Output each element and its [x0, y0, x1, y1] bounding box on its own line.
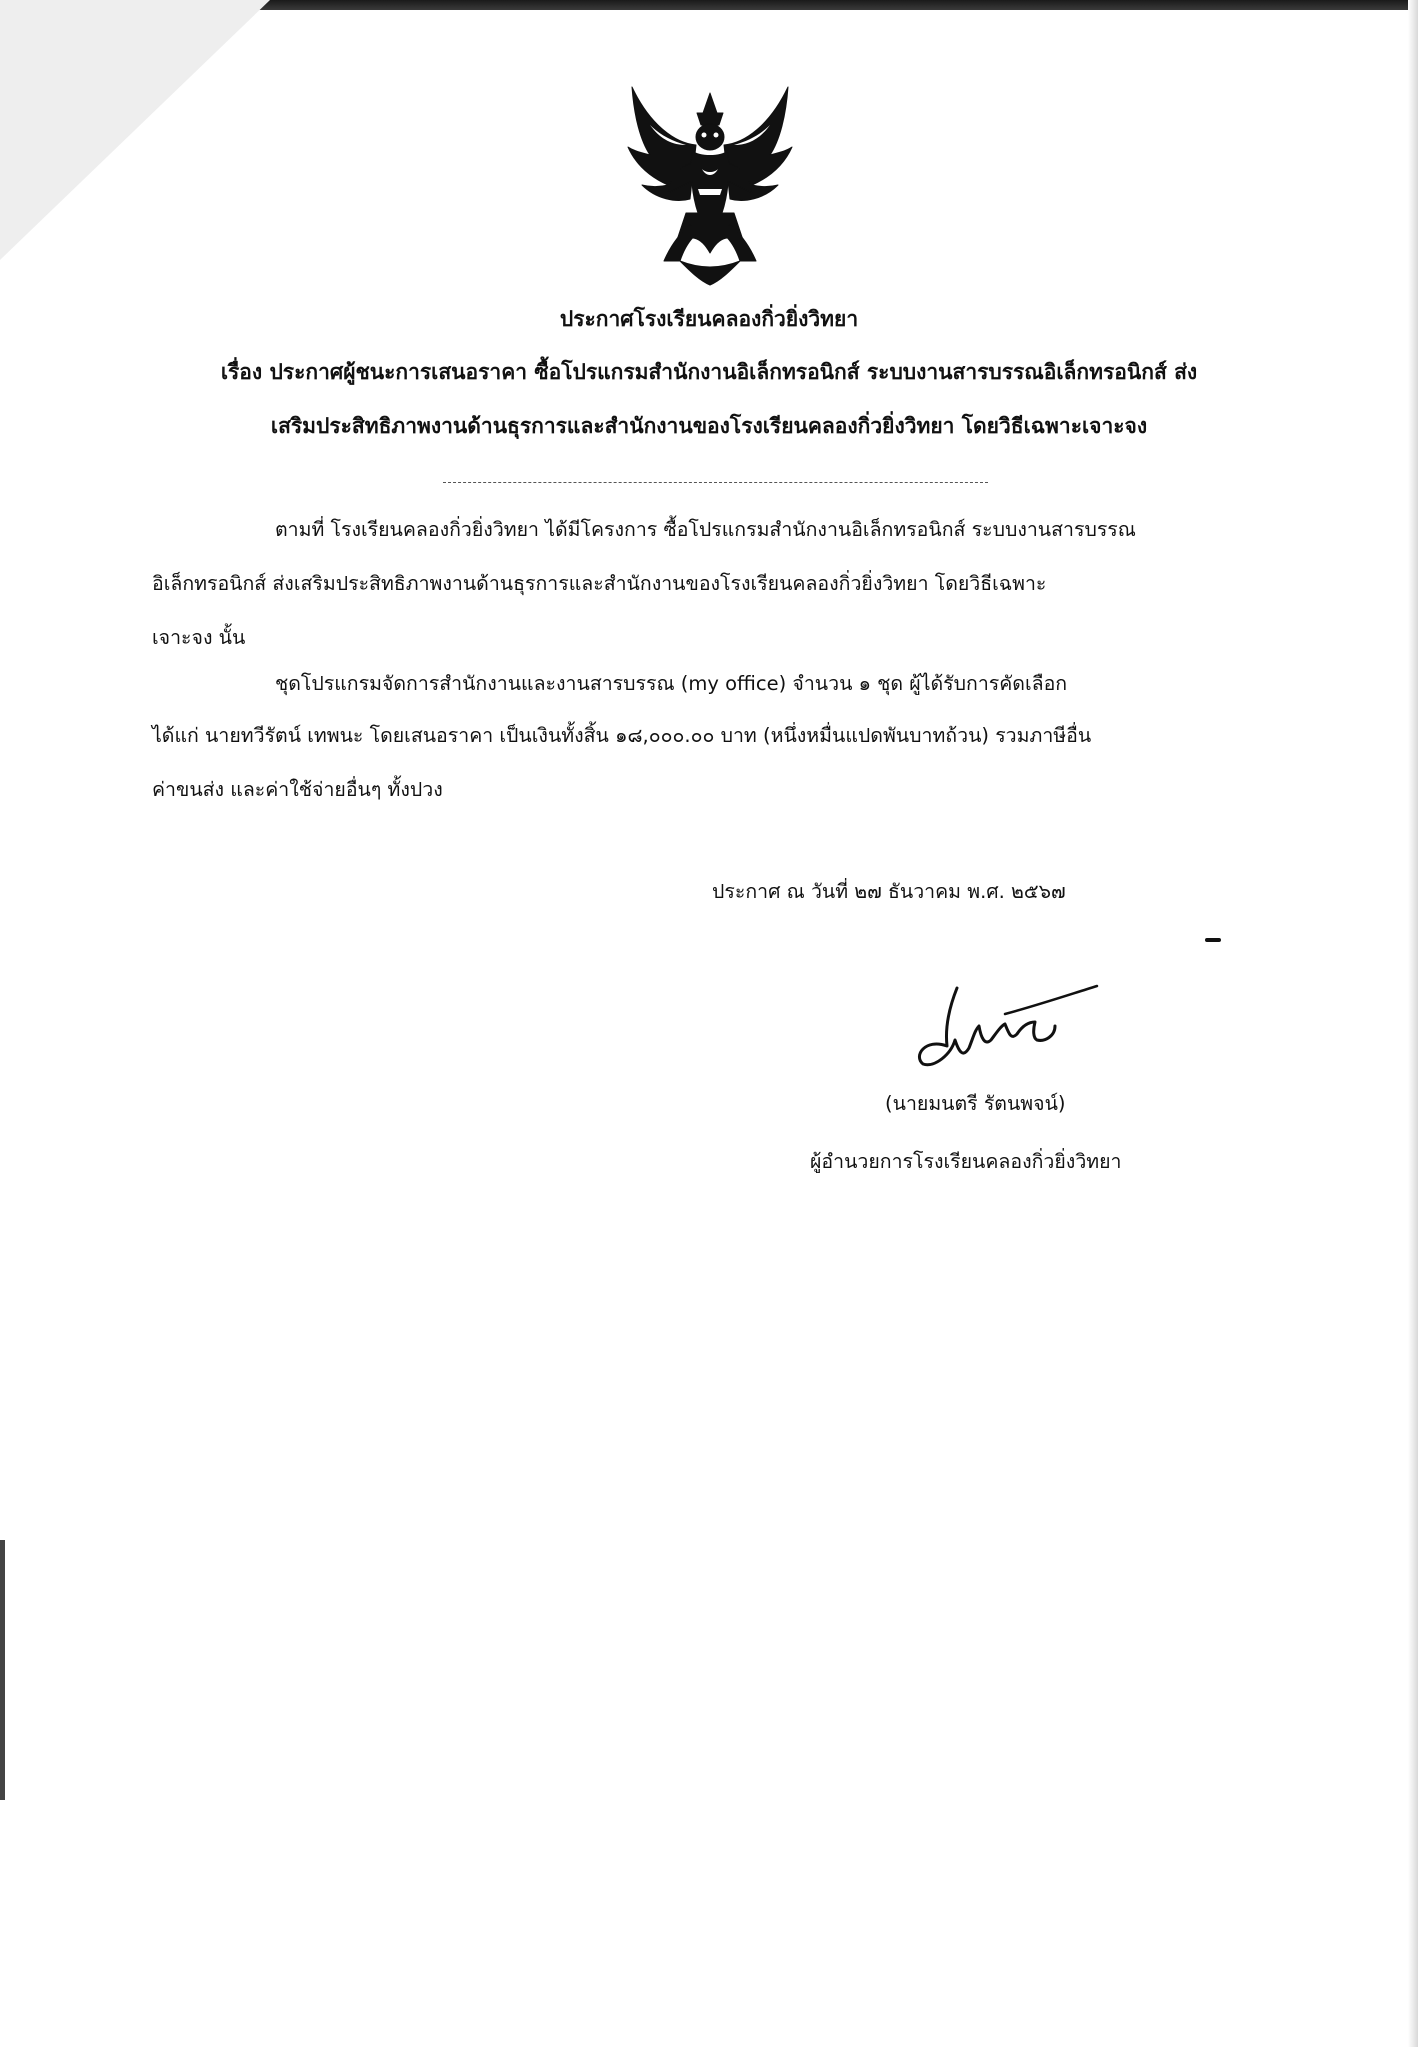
document-subject-line-2: เสริมประสิทธิภาพงานด้านธุรการและสำนักงานของโรงเรียนคลองกิ่วยิ่งวิทยา โดยวิธีเฉพาะเจาะจง [270, 414, 1148, 438]
header-divider [443, 482, 988, 483]
document-subject-line-1: เรื่อง ประกาศผู้ชนะการเสนอราคา ซื้อโปรแกรมสำนักงานอิเล็กทรอนิกส์ ระบบงานสารบรรณอิเล็กทรอนิกส์ ส่ง [220, 360, 1198, 384]
scan-edge-mark [0, 1540, 5, 1800]
signer-position: ผู้อำนวยการโรงเรียนคลองกิ่วยิ่งวิทยา [810, 1150, 1122, 1173]
stray-mark [1205, 938, 1221, 942]
body-para2-line1: ชุดโปรแกรมจัดการสำนักงานและงานสารบรรณ (my office) จำนวน ๑ ชุด ผู้ได้รับการคัดเลือก [275, 672, 1068, 695]
document-title: ประกาศโรงเรียนคลองกิ่วยิ่งวิทยา [559, 307, 859, 331]
body-para1-line3: เจาะจง นั้น [152, 626, 246, 649]
signer-name: (นายมนตรี รัตนพจน์) [885, 1092, 1066, 1115]
scan-folded-corner [0, 0, 270, 260]
signature-mark [905, 968, 1105, 1068]
announcement-date: ประกาศ ณ วันที่ ๒๗ ธันวาคม พ.ศ. ๒๕๖๗ [712, 880, 1066, 903]
body-para2-line3: ค่าขนส่ง และค่าใช้จ่ายอื่นๆ ทั้งปวง [152, 778, 443, 801]
body-para1-line2: อิเล็กทรอนิกส์ ส่งเสริมประสิทธิภาพงานด้านธุรการและสำนักงานของโรงเรียนคลองกิ่วยิ่งวิทยา โดยวิธีเฉพาะ [152, 572, 1047, 595]
garuda-emblem-icon [620, 85, 800, 290]
body-para1-line1: ตามที่ โรงเรียนคลองกิ่วยิ่งวิทยา ได้มีโครงการ ซื้อโปรแกรมสำนักงานอิเล็กทรอนิกส์ ระบบงานสารบรรณ [275, 518, 1136, 541]
body-para2-line2: ได้แก่ นายทวีรัตน์ เทพนะ โดยเสนอราคา เป็นเงินทั้งสิ้น ๑๘,๐๐๐.๐๐ บาท (หนึ่งหมื่นแปดพันบาทถ้วน) รวมภาษีอื่น [152, 724, 1092, 747]
